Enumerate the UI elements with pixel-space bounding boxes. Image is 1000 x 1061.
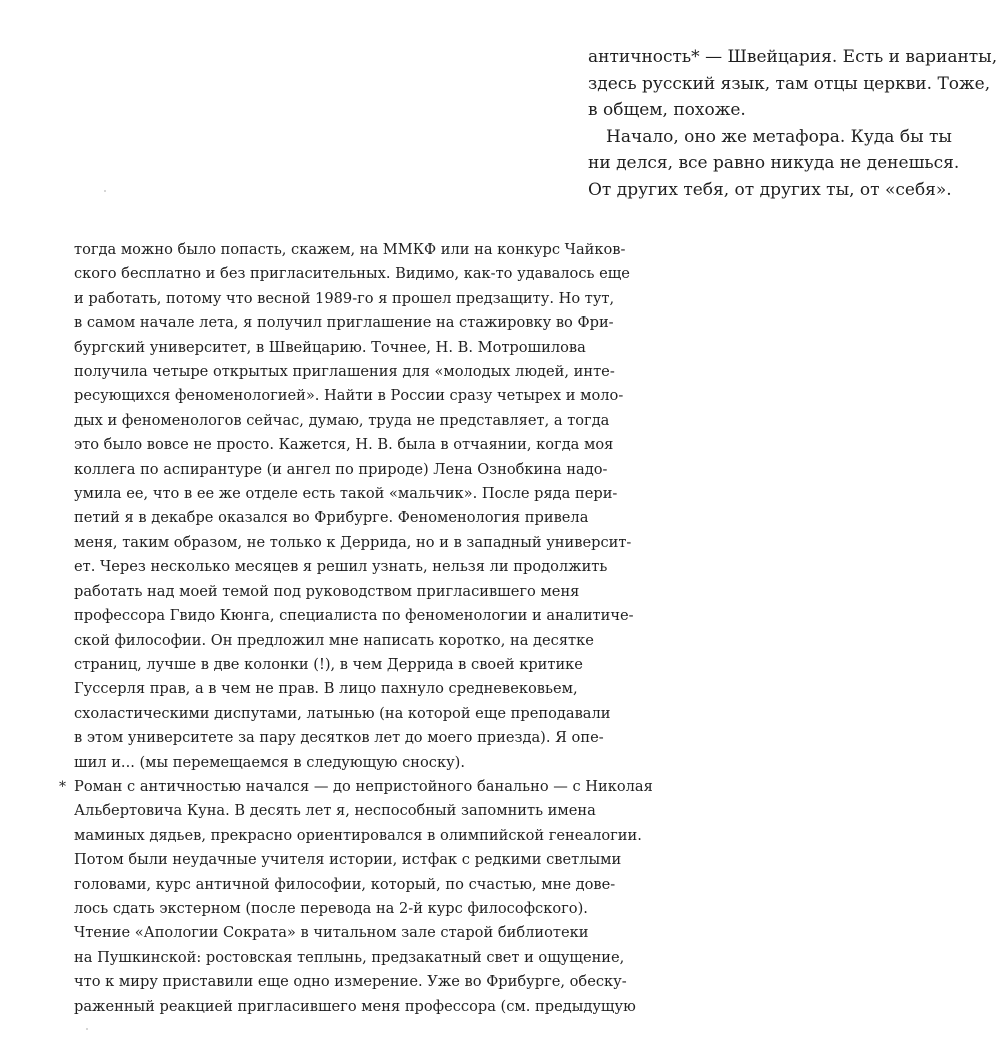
footnote-line: работать над моей темой под руководством пригласившего меня <box>74 582 580 600</box>
footnote-line: Потом были неудачные учителя истории, истфак с редкими светлыми <box>74 851 622 869</box>
footnote-line: профессора Гвидо Кюнга, специалиста по феноменологии и аналитиче- <box>74 607 634 625</box>
footnote-antiquity <box>59 775 674 1019</box>
footnote-line: страниц, лучше в две колонки (!), в чем Деррида в своей критике <box>74 655 583 673</box>
footnote-line: маминых дядьев, прекрасно ориентировался в олимпийской генеалогии. <box>74 826 642 844</box>
footnote-line: тогда можно было попасть, скажем, на ММКФ или на конкурс Чайков- <box>74 241 626 258</box>
footnote-line: шил и... (мы перемещаемся в следующую сноску). <box>74 753 466 771</box>
footnote-line: меня, таким образом, не только к Деррида, но и в западный университ- <box>74 533 632 551</box>
footnote-line: ресующихся феноменологией». Найти в России сразу четырех и моло- <box>74 387 624 405</box>
footnote-line: дых и феноменологов сейчас, думаю, труда не представляет, а тогда <box>74 411 610 429</box>
footnote-line: в самом начале лета, я получил приглашение на стажировку во Фри- <box>74 314 614 332</box>
footnote-continuation <box>74 238 674 775</box>
footnote-line: в этом университете за пару десятков лет до моего приезда). Я опе- <box>74 729 604 747</box>
footnote-line: Чтение «Апологии Сократа» в читальном зале старой библиотеки <box>74 924 589 942</box>
footnote-line: бургский университет, в Швейцарию. Точнее, Н. В. Мотрошилова <box>74 338 586 356</box>
main-text-column <box>588 44 998 203</box>
footnote-line: ского бесплатно и без пригласительных. Видимо, как-то удавалось еще <box>74 265 630 283</box>
main-line: античность* — Швейцария. Есть и варианты, <box>588 47 998 67</box>
main-paragraph-start: Начало, оно же метафора. Куда бы ты <box>606 126 952 147</box>
footnote-line: Гуссерля прав, а в чем не прав. В лицо пахнуло средневековьем, <box>74 680 578 698</box>
footnote-line: и работать, потому что весной 1989-го я прошел предзащиту. Но тут, <box>74 289 615 307</box>
footnote-line: умила ее, что в ее же отделе есть такой «мальчик». После ряда пери- <box>74 485 618 503</box>
main-line: От других тебя, от других ты, от «себя». <box>588 179 952 200</box>
footnote-line: коллега по аспирантуре (и ангел по природе) Лена Ознобкина надо- <box>74 460 608 478</box>
footnote-line: головами, курс античной философии, который, по счастью, мне дове- <box>74 875 616 893</box>
footnote-asterisk: * <box>59 778 66 795</box>
footnote-line: Роман с античностью начался — до непристойного банально — с Николая <box>74 777 653 795</box>
footnote-line: раженный реакцией пригласившего меня профессора (см. предыдущую <box>74 997 636 1015</box>
footnote-line: ет. Через несколько месяцев я решил узнать, нельзя ли продолжить <box>74 558 608 576</box>
footnote-line: петий я в декабре оказался во Фрибурге. Феноменология привела <box>74 509 589 527</box>
footnote-line: что к миру приставили еще одно измерение. Уже во Фрибурге, обеску- <box>74 973 627 991</box>
footnote-line: получила четыре открытых приглашения для «молодых людей, инте- <box>74 363 615 381</box>
main-line: ни делся, все равно никуда не денешься. <box>588 153 960 173</box>
footnote-line: Альбертовича Куна. В десять лет я, неспособный запомнить имена <box>74 802 596 820</box>
paper-speck <box>86 1028 88 1030</box>
footnote-line: лось сдать экстерном (после перевода на 2-й курс философского). <box>74 899 588 917</box>
paper-speck <box>104 190 106 192</box>
footnote-line: это было вовсе не просто. Кажется, Н. В. была в отчаянии, когда моя <box>74 436 614 454</box>
footnote-line: схоластическими диспутами, латынью (на которой еще преподавали <box>74 704 611 722</box>
footnote-line: ской философии. Он предложил мне написать коротко, на десятке <box>74 631 594 649</box>
footnotes-block <box>59 238 674 1019</box>
footnote-line: на Пушкинской: ростовская теплынь, предзакатный свет и ощущение, <box>74 948 625 966</box>
main-line: в общем, похоже. <box>588 100 746 120</box>
main-line: здесь русский язык, там отцы церкви. Тоже, <box>588 73 991 94</box>
